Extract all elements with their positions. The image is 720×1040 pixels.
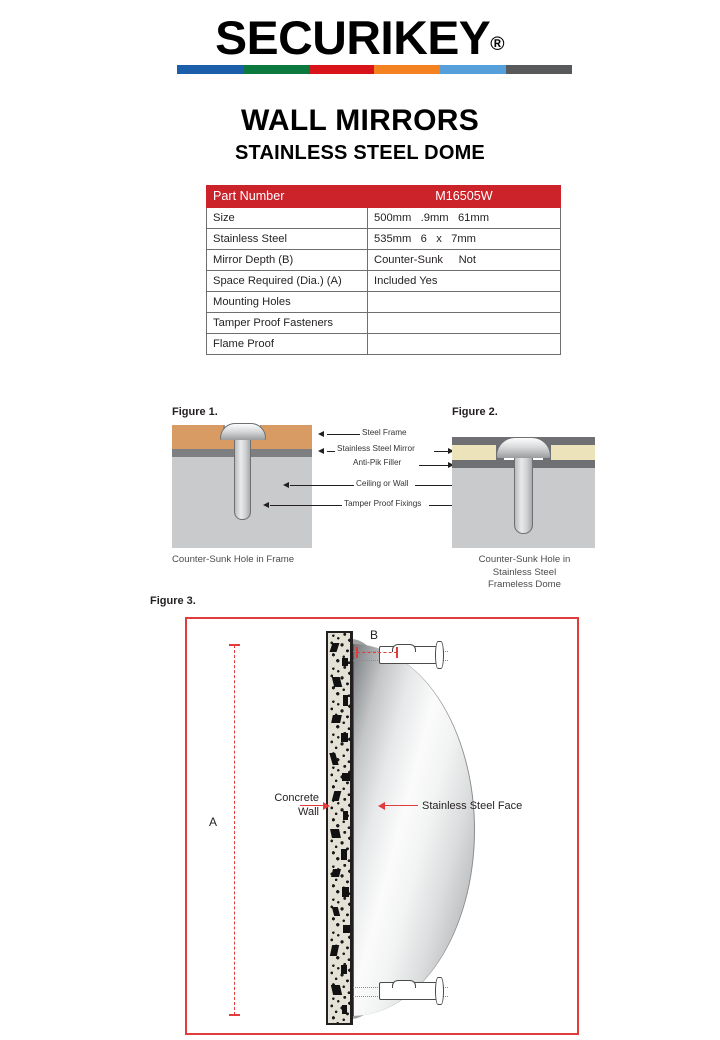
- colorbar-segment-0: [177, 65, 243, 74]
- dimension-b-cap-right: [396, 647, 398, 658]
- callout-steel-frame-arrow: [318, 431, 324, 437]
- row-label-mirror-depth: Mirror Depth (B): [207, 250, 368, 271]
- figure2-diagram: [452, 437, 595, 548]
- row-value-mounting-holes: [368, 292, 561, 313]
- label-face-arrow-head: [378, 802, 385, 810]
- fig1-bolt-shaft: [234, 433, 251, 520]
- fig3-stainless-dome: [352, 644, 475, 1016]
- table-row: [207, 208, 561, 229]
- figure3-diagram: [185, 617, 579, 1035]
- size-value-c: 61mm: [457, 211, 490, 224]
- callout-ceiling-or-wall: Ceiling or Wall: [356, 479, 409, 488]
- size-value-a: 500mm: [374, 211, 412, 224]
- label-stainless-steel-face: Stainless Steel Face: [422, 800, 523, 812]
- dimension-b-cap-left: [356, 647, 358, 658]
- fig2-filler-right: [551, 445, 595, 460]
- figure2-caption: [452, 554, 597, 592]
- table-row: [207, 271, 561, 292]
- callout-steel-frame-line: [327, 434, 360, 435]
- figure1-title: Figure 1.: [172, 406, 218, 418]
- dimension-b-label: B: [370, 628, 379, 642]
- row-value-mirror-depth: [368, 250, 561, 271]
- row-label-flame-proof: Flame Proof: [207, 334, 368, 355]
- colorbar-segment-2: [309, 65, 375, 74]
- label-concrete-wall-line1: Concrete: [274, 792, 319, 804]
- dimension-a-line: [234, 645, 235, 1015]
- row-value-tamper-proof-fasteners: [368, 313, 561, 334]
- fig2-under-band-left: [452, 460, 496, 468]
- label-concrete-wall-line2: Wall: [298, 806, 319, 818]
- specification-table: [206, 185, 561, 355]
- callout-anti-pik-filler: Anti-Pik Filler: [353, 458, 402, 467]
- table-header-label: Part Number: [207, 186, 368, 208]
- fig1-frame-left: [172, 425, 223, 449]
- dimension-a-cap-top: [229, 644, 240, 646]
- label-concrete-wall-arrow-head: [323, 802, 330, 810]
- fig1-bolt-head: [220, 423, 266, 440]
- row-label-mounting-holes: Mounting Holes: [207, 292, 368, 313]
- figure1-caption: Counter-Sunk Hole in Frame: [172, 554, 295, 565]
- fig3-bottom-bolt-head: [435, 977, 444, 1005]
- row-label-tamper-proof-fasteners: Tamper Proof Fasteners: [207, 313, 368, 334]
- fig3-top-bolt-head: [435, 641, 444, 669]
- ss-value-a: 535mm: [374, 232, 412, 245]
- figure2-title: Figure 2.: [452, 406, 498, 418]
- ss-value-d: 7mm: [451, 232, 476, 245]
- callout-fixings-line-left: [270, 505, 342, 506]
- table-row: [207, 250, 561, 271]
- row-label-stainless-steel: Stainless Steel: [207, 229, 368, 250]
- callout-filler-line: [419, 465, 448, 466]
- fig3-bottom-bolt-bulge: [392, 980, 416, 988]
- row-label-space-required: Space Required (Dia.) (A): [207, 271, 368, 292]
- colorbar-segment-1: [243, 65, 309, 74]
- size-value-b: .9mm: [420, 211, 449, 224]
- label-face-arrow-line: [385, 805, 418, 806]
- fig2-filler-left: [452, 445, 496, 460]
- ss-value-c: x: [436, 232, 442, 245]
- dimension-a-label: A: [209, 815, 218, 829]
- table-row: [207, 313, 561, 334]
- row-value-flame-proof: [368, 334, 561, 355]
- fig2-under-band-right: [551, 460, 595, 468]
- callout-ceiling-line-left: [290, 485, 354, 486]
- row-value-size: [368, 208, 561, 229]
- callout-tamper-proof-fixings: Tamper Proof Fixings: [344, 499, 422, 508]
- fig2-bolt-head: [496, 437, 551, 458]
- figure2-caption-line3: Frameless Dome: [487, 579, 562, 590]
- page-title: WALL MIRRORS: [240, 104, 480, 137]
- table-row: [207, 334, 561, 355]
- ss-value-b: 6: [420, 232, 427, 245]
- table-row: [207, 229, 561, 250]
- table-header-row: [207, 186, 561, 208]
- row-value-stainless-steel: [368, 229, 561, 250]
- figure2-caption-line2: Stainless Steel: [492, 566, 557, 578]
- colorbar-segment-3: [374, 65, 440, 74]
- dimension-a-cap-bottom: [229, 1014, 240, 1016]
- page-subtitle: STAINLESS STEEL DOME: [235, 142, 485, 164]
- callout-mirror-line-left: [327, 451, 335, 452]
- callout-ceiling-arrow-left: [283, 482, 289, 488]
- brand-logo: [0, 11, 720, 64]
- brand-colorbar: [177, 65, 572, 74]
- row-value-space-required: Included Yes: [368, 271, 561, 292]
- dimension-b-line: [357, 652, 397, 653]
- brand-wordmark: SECURIKEY®: [215, 11, 505, 64]
- callout-mirror-line-right: [434, 451, 448, 452]
- fig1-frame-right: [261, 425, 312, 449]
- row-label-size: Size: [207, 208, 368, 229]
- colorbar-segment-4: [440, 65, 506, 74]
- md-value-a: Counter-Sunk: [374, 253, 444, 266]
- callout-steel-frame: Steel Frame: [362, 428, 407, 437]
- registered-trademark-icon: ®: [490, 34, 505, 55]
- figure2-caption-line1: Counter-Sunk Hole in: [478, 554, 571, 565]
- callout-mirror-arrow-left: [318, 448, 324, 454]
- callout-stainless-steel-mirror: Stainless Steel Mirror: [337, 444, 415, 453]
- table-header-value: M16505W: [368, 186, 561, 208]
- figure3-title: Figure 3.: [150, 595, 196, 607]
- callout-fixings-arrow-left: [263, 502, 269, 508]
- fig2-bolt-shaft: [514, 449, 533, 534]
- md-value-b: Not: [458, 253, 476, 266]
- colorbar-segment-5: [506, 65, 572, 74]
- label-concrete-wall-arrow-line: [300, 805, 325, 806]
- fig3-concrete-wall: [326, 631, 353, 1025]
- table-row: [207, 292, 561, 313]
